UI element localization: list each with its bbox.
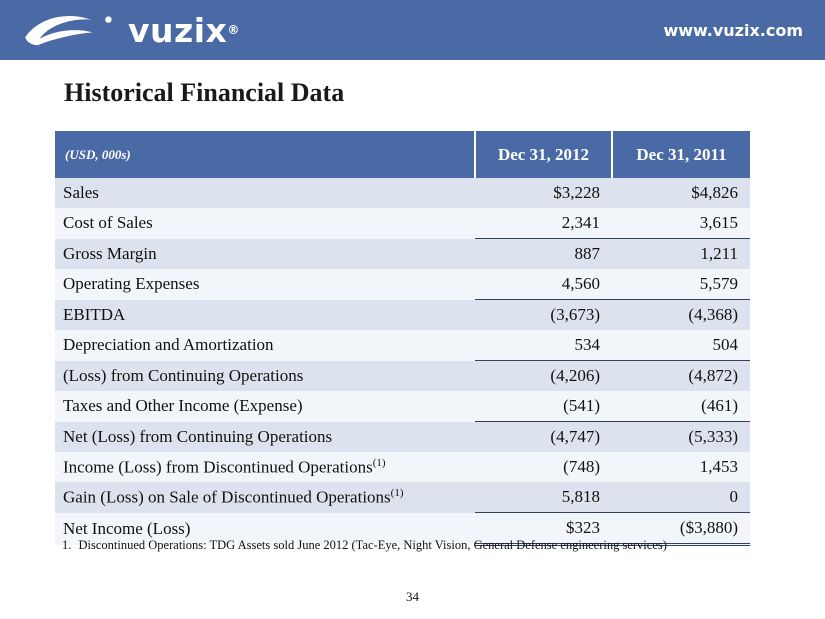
cell-2012: 5,818 <box>475 482 612 513</box>
table-row <box>55 178 750 208</box>
column-header-2011: Dec 31, 2011 <box>612 131 750 178</box>
cell-2011: 504 <box>612 330 750 361</box>
row-label <box>55 208 475 239</box>
cell-2012: (541) <box>475 391 612 422</box>
row-label <box>55 300 475 331</box>
website-url: www.vuzix.com <box>663 20 803 40</box>
page-number: 34 <box>406 589 419 604</box>
table-row <box>55 361 750 392</box>
row-label <box>55 452 475 482</box>
row-label <box>55 422 475 453</box>
cell-2012: (748) <box>475 452 612 482</box>
table-row <box>55 300 750 331</box>
column-header-2012: Dec 31, 2012 <box>475 131 612 178</box>
page-title: Historical Financial Data <box>64 78 345 107</box>
cell-2011: 5,579 <box>612 269 750 300</box>
cell-2012: $323 <box>475 513 612 545</box>
row-label-text: Taxes and Other Income (Expense) <box>63 396 303 416</box>
cell-2011: 1,211 <box>612 239 750 270</box>
brand-name: vuzix <box>128 10 228 50</box>
row-label-text: Gain (Loss) on Sale of Discontinued Operations <box>63 487 391 507</box>
registered-mark-icon: ® <box>227 23 240 37</box>
table-row <box>55 330 750 361</box>
cell-2011: 0 <box>612 482 750 513</box>
row-label-text: Sales <box>63 183 99 202</box>
financial-table <box>55 131 750 546</box>
table-row <box>55 482 750 513</box>
row-label-text: Cost of Sales <box>63 213 153 233</box>
cell-2011: $4,826 <box>612 178 750 208</box>
table-row <box>55 239 750 270</box>
row-label-text: Net (Loss) from Continuing Operations <box>63 426 333 446</box>
row-label <box>55 482 475 513</box>
cell-2011: ($3,880) <box>612 513 750 545</box>
row-label-text: Net Income (Loss) <box>63 518 191 538</box>
row-label-text: EBITDA <box>63 304 126 324</box>
cell-2011: 3,615 <box>612 208 750 239</box>
row-label-text: Operating Expenses <box>63 274 200 294</box>
footnote-marker: (1) <box>372 456 386 469</box>
table-row <box>55 208 750 239</box>
row-label-text: Income (Loss) from Discontinued Operations <box>63 457 373 477</box>
table-row <box>55 452 750 482</box>
row-label <box>55 269 475 300</box>
table-row <box>55 391 750 422</box>
row-label-text: Depreciation and Amortization <box>63 335 274 355</box>
row-label <box>55 361 475 392</box>
table-row <box>55 422 750 453</box>
footnote-marker: (1) <box>390 486 404 499</box>
cell-2012: (4,206) <box>475 361 612 392</box>
cell-2012: 534 <box>475 330 612 361</box>
row-label <box>55 391 475 422</box>
header-bar <box>0 0 825 60</box>
cell-2012: 887 <box>475 239 612 270</box>
table-header-row <box>55 131 750 178</box>
footnote-number: 1. <box>62 538 72 552</box>
cell-2012: 2,341 <box>475 208 612 239</box>
row-label-text: Gross Margin <box>63 243 157 263</box>
units-label: (USD, 000s) <box>55 131 475 178</box>
row-label <box>55 239 475 270</box>
cell-2011: (5,333) <box>612 422 750 453</box>
brand-logo <box>0 10 239 50</box>
cell-2012: 4,560 <box>475 269 612 300</box>
row-label <box>55 178 475 208</box>
cell-2012: (3,673) <box>475 300 612 331</box>
footnote-text: Discontinued Operations: TDG Assets sold June 2012 (Tac-Eye, Night Vision, General Defense engineering services) <box>78 538 667 552</box>
cell-2011: (461) <box>612 391 750 422</box>
footnote <box>62 538 667 553</box>
vuzix-swoosh-icon <box>22 10 118 50</box>
row-label-text: (Loss) from Continuing Operations <box>63 365 304 385</box>
row-label <box>55 330 475 361</box>
cell-2011: 1,453 <box>612 452 750 482</box>
cell-2012: $3,228 <box>475 178 612 208</box>
cell-2012: (4,747) <box>475 422 612 453</box>
cell-2011: (4,872) <box>612 361 750 392</box>
table-row <box>55 269 750 300</box>
cell-2011: (4,368) <box>612 300 750 331</box>
